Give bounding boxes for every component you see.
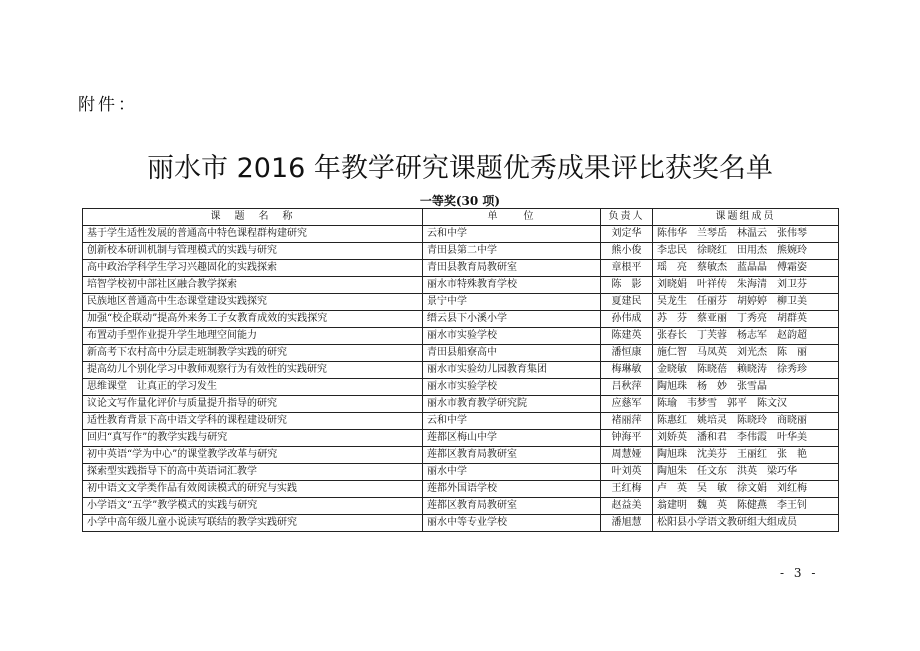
cell-unit: 莲都区教育局教研室 xyxy=(423,498,601,515)
cell-leader: 夏建民 xyxy=(601,294,653,311)
table-row xyxy=(83,413,839,430)
cell-leader: 孙伟成 xyxy=(601,311,653,328)
cell-members: 卢 英 吴 敏 徐文娟 刘红梅 xyxy=(653,481,839,498)
cell-members: 翁建明 魏 英 陈健燕 李王钊 xyxy=(653,498,839,515)
cell-topic: 议论文写作量化评价与质量提升指导的研究 xyxy=(83,396,423,413)
cell-unit: 丽水中等专业学校 xyxy=(423,515,601,532)
cell-members: 陈惠红 姚培灵 陈晓玲 商晓丽 xyxy=(653,413,839,430)
cell-unit: 云和中学 xyxy=(423,413,601,430)
cell-leader: 赵益美 xyxy=(601,498,653,515)
page-title: 丽水市 2016 年教学研究课题优秀成果评比获奖名单 xyxy=(147,153,773,184)
table-header-row xyxy=(83,209,839,226)
cell-leader: 叶刘英 xyxy=(601,464,653,481)
cell-members: 刘晓娟 叶祥传 朱海清 刘卫芬 xyxy=(653,277,839,294)
cell-topic: 创新校本研训机制与管理模式的实践与研究 xyxy=(83,243,423,260)
table-row xyxy=(83,243,839,260)
cell-topic: 探索型实践指导下的高中英语词汇教学 xyxy=(83,464,423,481)
cell-topic: 小学语文“五学”教学模式的实践与研究 xyxy=(83,498,423,515)
cell-leader: 潘旭慧 xyxy=(601,515,653,532)
cell-leader: 陈建英 xyxy=(601,328,653,345)
cell-topic: 回归“真写作”的教学实践与研究 xyxy=(83,430,423,447)
cell-topic: 培智学校初中部社区融合教学探索 xyxy=(83,277,423,294)
cell-topic: 提高幼儿个别化学习中教师观察行为有效性的实践研究 xyxy=(83,362,423,379)
column-header-unit: 单 位 xyxy=(423,209,601,226)
cell-leader: 周慧娅 xyxy=(601,447,653,464)
cell-leader: 褚丽萍 xyxy=(601,413,653,430)
cell-topic: 民族地区普通高中生态课堂建设实践探究 xyxy=(83,294,423,311)
page-number: - 3 - xyxy=(780,566,819,580)
cell-leader: 吕秋萍 xyxy=(601,379,653,396)
cell-unit: 丽水市实验幼儿园教育集团 xyxy=(423,362,601,379)
cell-leader: 应慈军 xyxy=(601,396,653,413)
cell-topic: 基于学生适性发展的普通高中特色课程群构建研究 xyxy=(83,226,423,243)
cell-members: 松阳县小学语文教研组大组成员 xyxy=(653,515,839,532)
table-row xyxy=(83,260,839,277)
cell-unit: 莲都区教育局教研室 xyxy=(423,447,601,464)
cell-topic: 适性教育背景下高中语文学科的课程建设研究 xyxy=(83,413,423,430)
table-row xyxy=(83,328,839,345)
cell-unit: 莲都区梅山中学 xyxy=(423,430,601,447)
cell-members: 陶旭珠 杨 妙 张雪晶 xyxy=(653,379,839,396)
cell-unit: 云和中学 xyxy=(423,226,601,243)
cell-topic: 高中政治学科学生学习兴趣固化的实践探索 xyxy=(83,260,423,277)
award-list-table xyxy=(82,208,839,532)
table-row xyxy=(83,430,839,447)
cell-leader: 陈 影 xyxy=(601,277,653,294)
cell-members: 李忠民 徐晓红 田用杰 熊婉玲 xyxy=(653,243,839,260)
table-row xyxy=(83,481,839,498)
cell-topic: 初中语文文学类作品有效阅读模式的研究与实践 xyxy=(83,481,423,498)
cell-members: 苏 芬 蔡亚丽 丁秀亮 胡群英 xyxy=(653,311,839,328)
table-row xyxy=(83,362,839,379)
cell-members: 刘娇英 潘和君 李伟霞 叶华美 xyxy=(653,430,839,447)
table-row xyxy=(83,464,839,481)
award-level-subtitle: 一等奖(30 项) xyxy=(419,194,501,208)
cell-unit: 丽水市实验学校 xyxy=(423,379,601,396)
cell-unit: 丽水中学 xyxy=(423,464,601,481)
cell-unit: 缙云县下小溪小学 xyxy=(423,311,601,328)
cell-members: 陈瑜 韦梦雪 郭平 陈文汉 xyxy=(653,396,839,413)
table-row xyxy=(83,277,839,294)
cell-unit: 景宁中学 xyxy=(423,294,601,311)
cell-leader: 王红梅 xyxy=(601,481,653,498)
column-header-leader: 负责人 xyxy=(601,209,653,226)
cell-topic: 新高考下农村高中分层走班制教学实践的研究 xyxy=(83,345,423,362)
cell-members: 瑶 亮 蔡敏杰 蓝晶晶 傅霜姿 xyxy=(653,260,839,277)
cell-members: 吴龙生 任丽芬 胡婷婷 柳卫美 xyxy=(653,294,839,311)
table-row xyxy=(83,345,839,362)
cell-unit: 丽水市特殊教育学校 xyxy=(423,277,601,294)
cell-leader: 章根平 xyxy=(601,260,653,277)
cell-unit: 丽水市教育教学研究院 xyxy=(423,396,601,413)
cell-leader: 潘恒康 xyxy=(601,345,653,362)
cell-leader: 钟海平 xyxy=(601,430,653,447)
cell-unit: 青田县教育局教研室 xyxy=(423,260,601,277)
column-header-topic: 课 题 名 称 xyxy=(83,209,423,226)
cell-members: 张春长 丁芙蓉 杨志军 赵韵超 xyxy=(653,328,839,345)
table-row xyxy=(83,379,839,396)
cell-leader: 熊小俊 xyxy=(601,243,653,260)
cell-members: 陈伟华 兰琴岳 林温云 张伟琴 xyxy=(653,226,839,243)
table-row xyxy=(83,515,839,532)
cell-members: 陶旭朱 任文东 洪英 梁巧华 xyxy=(653,464,839,481)
cell-topic: 布置动手型作业提升学生地理空间能力 xyxy=(83,328,423,345)
column-header-members: 课题组成员 xyxy=(653,209,839,226)
cell-members: 金晓敏 陈晓蓓 赖晓涛 徐秀珍 xyxy=(653,362,839,379)
table-row xyxy=(83,294,839,311)
cell-members: 陶旭珠 沈美芬 王丽红 张 艳 xyxy=(653,447,839,464)
table-row xyxy=(83,226,839,243)
attachment-label: 附件： xyxy=(78,95,138,115)
table-row xyxy=(83,311,839,328)
cell-unit: 丽水市实验学校 xyxy=(423,328,601,345)
cell-members: 施仁智 马凤英 刘光杰 陈 丽 xyxy=(653,345,839,362)
cell-leader: 梅琳敏 xyxy=(601,362,653,379)
table-row xyxy=(83,396,839,413)
cell-topic: 小学中高年级儿童小说读写联结的教学实践研究 xyxy=(83,515,423,532)
cell-topic: 初中英语“学为中心”的课堂教学改革与研究 xyxy=(83,447,423,464)
cell-topic: 加强“校企联动”提高外来务工子女教育成效的实践探究 xyxy=(83,311,423,328)
table-row xyxy=(83,447,839,464)
cell-topic: 思维课堂 让真正的学习发生 xyxy=(83,379,423,396)
table-row xyxy=(83,498,839,515)
cell-leader: 刘定华 xyxy=(601,226,653,243)
cell-unit: 青田县第二中学 xyxy=(423,243,601,260)
cell-unit: 莲都外国语学校 xyxy=(423,481,601,498)
cell-unit: 青田县船寮高中 xyxy=(423,345,601,362)
